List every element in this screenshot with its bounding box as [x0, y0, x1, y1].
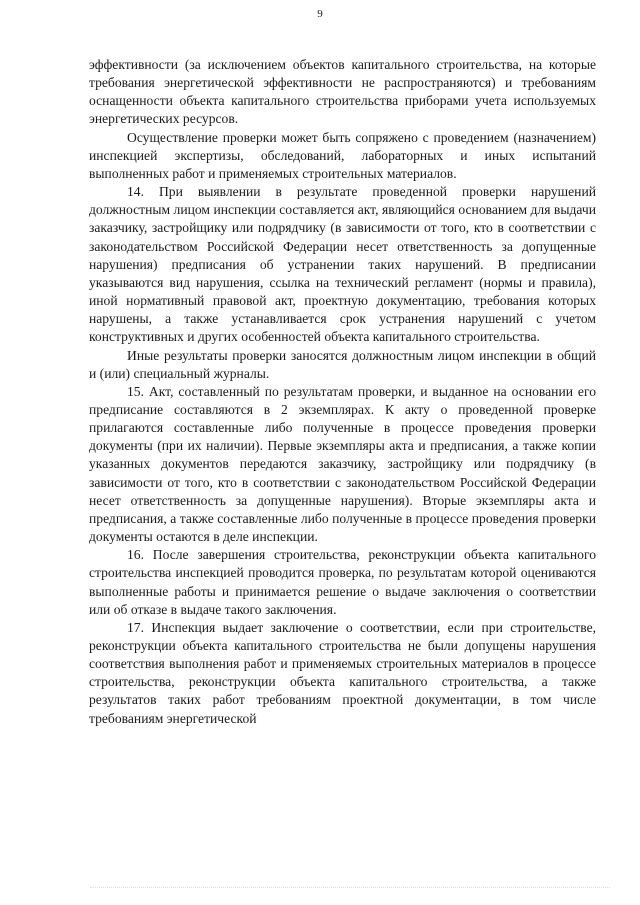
paragraph-16: 16. После завершения строительства, реконструкции объекта капитального строительства инспекцией проводится проверка, по результатам которой оцениваются выполненные работы и принимается решение о выдаче заключения о соответствии или об отказе в выдаче такого заключения.	[89, 547, 596, 617]
scan-footer-artifact	[90, 887, 610, 894]
paragraph-inspection-expertise: Осуществление проверки может быть сопряжено с проведением (назначением) инспекцией экспертизы, обследований, лабораторных и иных испытаний выполненных работ и применяемых строительных материалов.	[89, 129, 596, 181]
page-number: 9	[317, 8, 323, 20]
paragraph-17: 17. Инспекция выдает заключение о соответствии, если при строительстве, реконструкции объекта капитального строительства не были допущены нарушения соответствия выполнения работ и применяемых строительных материалов в процессе строительства, реконструкции объекта капитального строительства, а также результатов таких работ требованиям проектной документации, в том числе требованиям энергетической	[89, 619, 596, 726]
paragraph-other-results: Иные результаты проверки заносятся должностным лицом инспекции в общий и (или) специальный журналы.	[89, 347, 596, 381]
paragraph-15: 15. Акт, составленный по результатам проверки, и выданное на основании его предписание составляются в 2 экземплярах. К акту о проведенной проверке прилагаются составленные либо полученные в процессе проведения проверки документы (при их наличии). Первые экземпляры акта и предписания, а также копии указанных документов передаются заказчику, застройщику или подрядчику (в зависимости от того, кто в соответствии с законодательством Российской Федерации несет ответственность за допущенные нарушения). Вторые экземпляры акта и предписания, а также составленные либо полученные в процессе проведения проверки документы остаются в деле инспекции.	[89, 383, 596, 545]
document-body	[89, 56, 596, 728]
paragraph-14: 14. При выявлении в результате проведенной проверки нарушений должностным лицом инспекции составляется акт, являющийся основанием для выдачи заказчику, застройщику или подрядчику (в зависимости от того, кто в соответствии с законодательством Российской Федерации несет ответственность за допущенные нарушения) предписания об устранении таких нарушений. В предписании указываются вид нарушения, ссылка на технический регламент (нормы и правила), иной нормативный правовой акт, проектную документацию, требования которых нарушены, а также устанавливается срок устранения нарушений с учетом конструктивных и других особенностей объекта капитального строительства.	[89, 184, 596, 345]
paragraph-continuation: эффективности (за исключением объектов капитального строительства, на которые требования энергетической эффективности не распространяются) и требованиям оснащенности объекта капитального строительства приборами учета используемых энергетических ресурсов.	[89, 57, 596, 127]
